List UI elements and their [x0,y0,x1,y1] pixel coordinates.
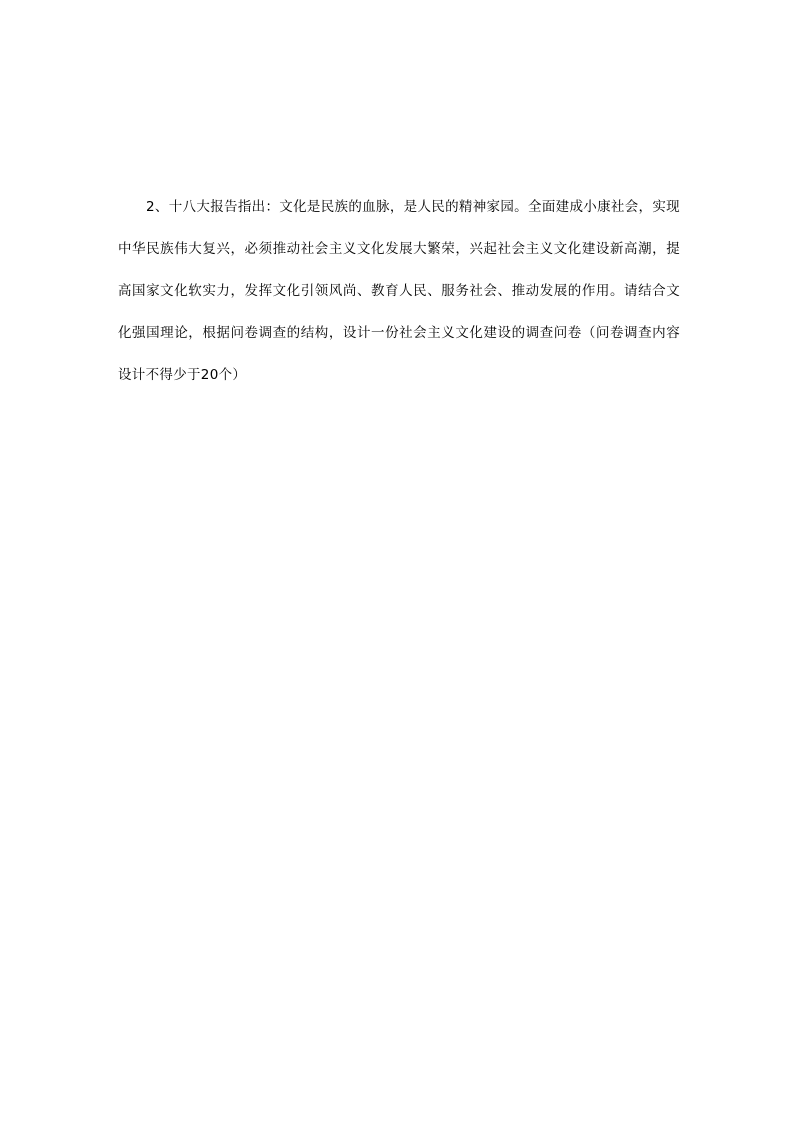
question-number: 2、 [146,199,169,215]
question-text: 十八大报告指出：文化是民族的血脉，是人民的精神家园。全面建成小康社会，实现中华民族伟大复兴，必须推动社会主义文化发展大繁荣，兴起社会主义文化建设新高潮，提高国家文化软实力，发挥文化引领风尚、教育人民、服务社会、推动发展的作用。请结合文化强国理论，根据问卷调查的结构，设计一份社会主义文化建设的调查问卷（问卷调查内容设计不得少于20个） [118,199,680,383]
question-paragraph [118,186,680,396]
document-body [118,186,680,396]
